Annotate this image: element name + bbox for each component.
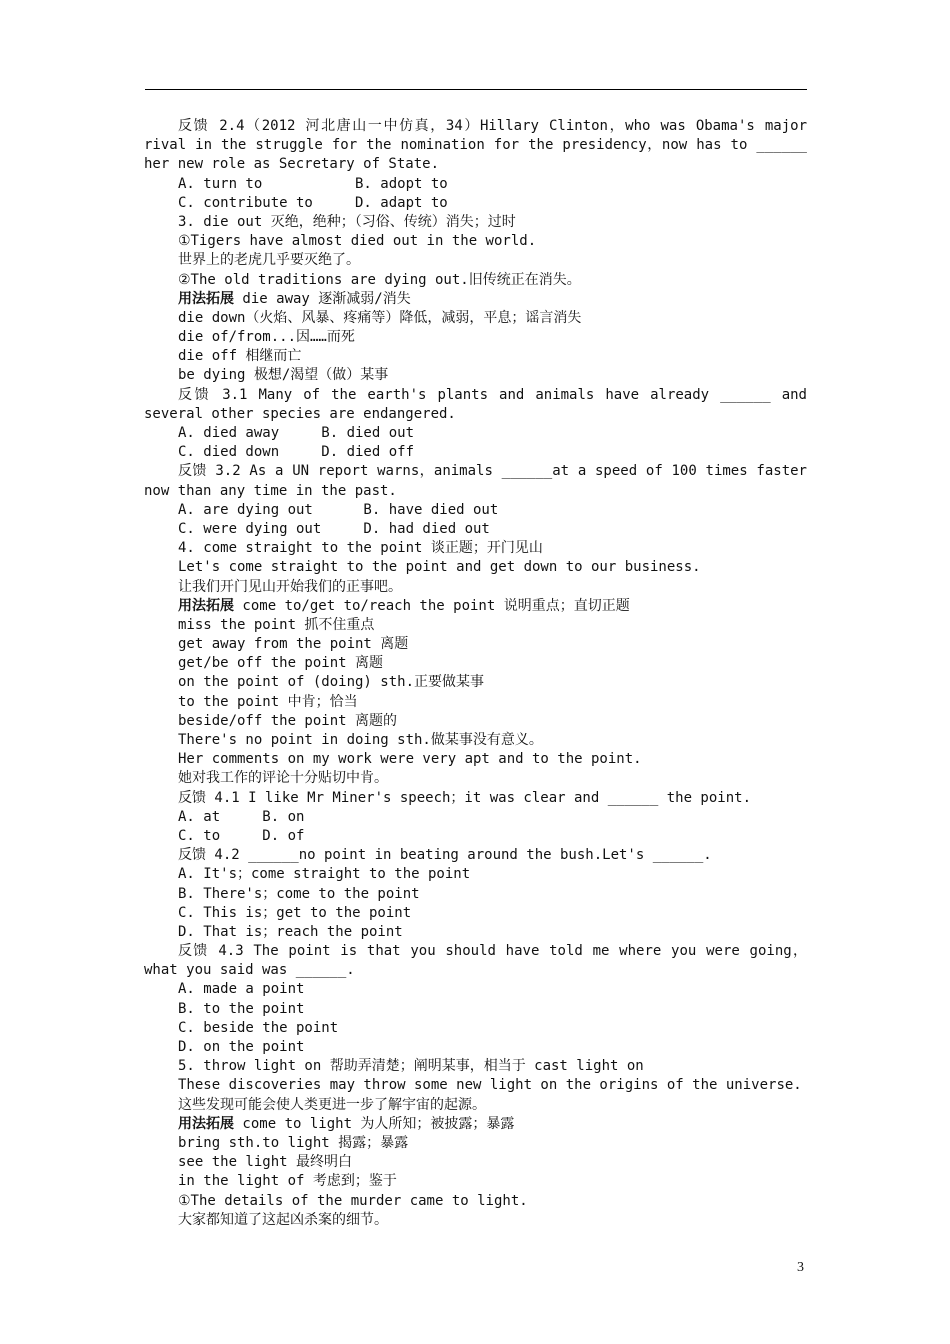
text-line xyxy=(144,654,807,673)
text-line xyxy=(144,904,807,923)
text-line xyxy=(144,1134,807,1153)
text-line xyxy=(144,405,807,424)
text-line xyxy=(144,769,807,788)
text-line xyxy=(144,175,807,194)
line-text: D. on the point xyxy=(178,1039,305,1055)
text-line xyxy=(144,1019,807,1038)
text-line xyxy=(144,827,807,846)
line-text: 反馈 3.1 Many of the earth's plants and animals have already ______ and xyxy=(178,386,807,403)
line-text: in the light of 考虑到；鉴于 xyxy=(178,1173,397,1190)
text-line xyxy=(144,789,807,808)
line-text: now than any time in the past. xyxy=(144,482,397,499)
line-text: 她对我工作的评论十分贴切中肯。 xyxy=(178,770,388,787)
text-line xyxy=(144,1172,807,1191)
text-line xyxy=(144,366,807,385)
text-line xyxy=(144,213,807,232)
text-line xyxy=(144,1115,807,1134)
line-text: die off 相继而亡 xyxy=(178,348,302,365)
text-line xyxy=(144,271,807,290)
line-text: Let's come straight to the point and get down to our business. xyxy=(178,559,701,576)
text-line xyxy=(144,290,807,309)
text-line xyxy=(144,1192,807,1211)
line-text: C. to D. of xyxy=(178,827,305,844)
line-text: come to light 为人所知；被披露；暴露 xyxy=(234,1115,515,1132)
text-line xyxy=(144,558,807,577)
text-line xyxy=(144,942,807,961)
line-text: There's no point in doing sth.做某事没有意义。 xyxy=(178,732,543,748)
line-text: miss the point 抓不住重点 xyxy=(178,616,375,633)
page-number: 3 xyxy=(797,1260,804,1275)
text-line xyxy=(144,136,807,155)
line-text: Her comments on my work were very apt and to the point. xyxy=(178,751,642,768)
line-text: A. made a point xyxy=(178,981,305,998)
line-text: A. are dying out B. have died out xyxy=(178,501,499,518)
text-line xyxy=(144,635,807,654)
text-line xyxy=(144,1096,807,1115)
text-line xyxy=(144,1153,807,1172)
text-line xyxy=(144,232,807,251)
text-line xyxy=(144,194,807,213)
line-text: These discoveries may throw some new light on the origins of the universe. xyxy=(178,1077,802,1094)
text-line xyxy=(144,1038,807,1057)
text-line xyxy=(144,520,807,539)
text-line xyxy=(144,961,807,980)
line-text: 反馈 2.4（2012 河北唐山一中仿真，34）Hillary Clinton，who was Obama's major xyxy=(178,118,807,134)
line-text: A. at B. on xyxy=(178,808,305,825)
usage-extension-label: 用法拓展 xyxy=(178,1115,234,1132)
line-text: see the light 最终明白 xyxy=(178,1154,353,1171)
line-text: C. beside the point xyxy=(178,1019,339,1036)
document-body xyxy=(144,117,807,1230)
line-text: die away 逐渐减弱/消失 xyxy=(234,290,411,307)
line-text: B. There's；come to the point xyxy=(178,885,420,902)
text-line xyxy=(144,712,807,731)
line-text: B. to the point xyxy=(178,1000,305,1017)
text-line xyxy=(144,539,807,558)
line-text: die down（火焰、风暴、疼痛等）降低，减弱，平息；谣言消失 xyxy=(178,309,582,326)
line-text: ②The old traditions are dying out.旧传统正在消失。 xyxy=(178,271,581,288)
text-line xyxy=(144,673,807,692)
line-text: C. were dying out D. had died out xyxy=(178,520,490,537)
line-text: 世界上的老虎几乎要灭绝了。 xyxy=(178,252,360,269)
text-line xyxy=(144,865,807,884)
line-text: C. contribute to D. adapt to xyxy=(178,194,448,211)
line-text: ①The details of the murder came to light. xyxy=(178,1192,528,1209)
line-text: 这些发现可能会使人类更进一步了解宇宙的起源。 xyxy=(178,1096,486,1113)
line-text: 4. come straight to the point 谈正题；开门见山 xyxy=(178,540,543,557)
line-text: 反馈 4.1 I like Mr Miner's speech；it was clear and ______ the point. xyxy=(178,789,752,806)
text-line xyxy=(144,328,807,347)
line-text: what you said was ______. xyxy=(144,962,355,979)
text-line xyxy=(144,117,807,136)
line-text: 反馈 3.2 As a UN report warns，animals ______at a speed of 100 times faster xyxy=(178,463,807,480)
text-line xyxy=(144,750,807,769)
text-line xyxy=(144,616,807,635)
line-text: die of/from...因……而死 xyxy=(178,329,355,346)
line-text: several other species are endangered. xyxy=(144,405,456,422)
text-line xyxy=(144,885,807,904)
line-text: C. died down D. died off xyxy=(178,444,415,461)
text-line xyxy=(144,347,807,366)
line-text: be dying 极想/渴望（做）某事 xyxy=(178,367,389,384)
line-text: beside/off the point 离题的 xyxy=(178,712,398,729)
header-rule xyxy=(145,89,807,90)
text-line xyxy=(144,731,807,750)
line-text: rival in the struggle for the nomination for the presidency，now has to ______ xyxy=(144,137,807,154)
line-text: get away from the point 离题 xyxy=(178,636,409,653)
line-text: her new role as Secretary of State. xyxy=(144,156,440,173)
text-line xyxy=(144,462,807,481)
line-text: bring sth.to light 揭露；暴露 xyxy=(178,1134,409,1151)
line-text: 3. die out 灭绝，绝种；（习俗、传统）消失；过时 xyxy=(178,213,516,230)
text-line xyxy=(144,578,807,597)
text-line xyxy=(144,309,807,328)
text-line xyxy=(144,693,807,712)
text-line xyxy=(144,386,807,405)
line-text: A. turn to B. adopt to xyxy=(178,175,448,192)
text-line xyxy=(144,1000,807,1019)
line-text: to the point 中肯；恰当 xyxy=(178,693,358,710)
text-line xyxy=(144,846,807,865)
line-text: C. This is；get to the point xyxy=(178,904,412,921)
line-text: come to/get to/reach the point 说明重点；直切正题 xyxy=(234,597,630,614)
text-line xyxy=(144,923,807,942)
text-line xyxy=(144,1057,807,1076)
line-text: 让我们开门见山开始我们的正事吧。 xyxy=(178,578,402,595)
text-line xyxy=(144,424,807,443)
text-line xyxy=(144,1076,807,1095)
line-text: 大家都知道了这起凶杀案的细节。 xyxy=(178,1211,388,1228)
text-line xyxy=(144,251,807,270)
usage-extension-label: 用法拓展 xyxy=(178,290,234,307)
line-text: on the point of (doing) sth.正要做某事 xyxy=(178,674,485,691)
text-line xyxy=(144,443,807,462)
line-text: 5. throw light on 帮助弄清楚；阐明某事，相当于 cast light on xyxy=(178,1058,644,1075)
text-line xyxy=(144,482,807,501)
line-text: get/be off the point 离题 xyxy=(178,655,384,672)
line-text: 反馈 4.2 ______no point in beating around the bush.Let's ______. xyxy=(178,847,712,864)
line-text: 反馈 4.3 The point is that you should have told me where you were going， xyxy=(178,943,807,960)
line-text: A. It's；come straight to the point xyxy=(178,866,471,883)
text-line xyxy=(144,980,807,999)
text-line xyxy=(144,1211,807,1230)
text-line xyxy=(144,808,807,827)
line-text: ①Tigers have almost died out in the world. xyxy=(178,233,537,250)
text-line xyxy=(144,597,807,616)
text-line xyxy=(144,501,807,520)
text-line xyxy=(144,155,807,174)
line-text: A. died away B. died out xyxy=(178,425,415,441)
line-text: D. That is；reach the point xyxy=(178,923,403,940)
usage-extension-label: 用法拓展 xyxy=(178,597,234,614)
